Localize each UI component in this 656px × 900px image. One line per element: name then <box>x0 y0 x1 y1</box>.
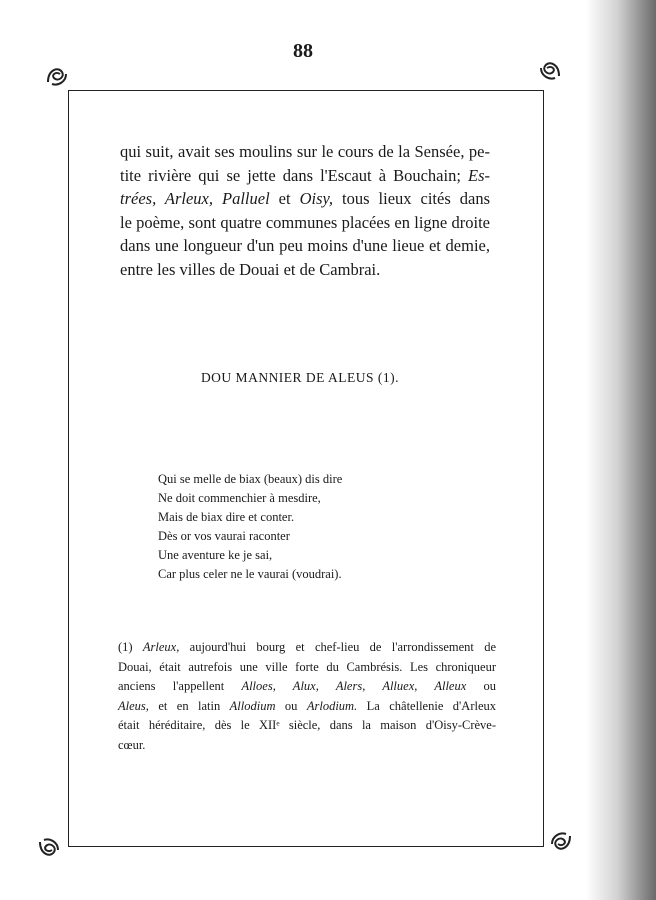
italic-run: Es- <box>468 165 490 185</box>
italic-run: Aleus, <box>118 698 149 713</box>
text-run: et en latin <box>148 698 230 713</box>
verse-line: Car plus celer ne le vaurai (voudrai). <box>158 567 342 581</box>
italic-run: Arleux, <box>142 640 180 654</box>
italic-run: Allodium <box>229 698 276 713</box>
corner-ornament-bottom-right-icon <box>548 830 574 856</box>
paragraph-line <box>120 164 490 188</box>
text-run: ou <box>275 698 307 713</box>
text-run: La châtellenie d'Arleux <box>357 698 497 713</box>
verse-line: Mais de biax dire et conter. <box>158 510 295 524</box>
verse-block <box>158 470 458 584</box>
text-run: dans une longueur d'un peu moins d'une lieue et demie, <box>120 236 490 255</box>
verse-line: Ne doit commenchier à mesdire, <box>158 491 321 505</box>
paragraph-line <box>120 234 490 258</box>
text-run: tous lieux cités dans <box>333 189 490 208</box>
footnote-line: était héréditaire, dès le XIIᵉ siècle, dans la maison d'Oisy-Crève- <box>118 718 496 732</box>
verse-line: Dès or vos vaurai raconter <box>158 529 290 543</box>
page-number: 88 <box>293 40 313 62</box>
corner-ornament-bottom-left-icon <box>36 836 62 862</box>
paragraph-line <box>120 187 490 211</box>
text-run: ou <box>466 679 496 693</box>
footnote-line <box>118 697 496 717</box>
body-paragraph <box>120 140 490 281</box>
verse-line: Qui se melle de biax (beaux) dis dire <box>158 472 343 486</box>
italic-run: trées, Arleux, Palluel <box>120 189 270 208</box>
italic-run: Alloes, Alux, Alers, Alluex, Alleux <box>241 679 467 693</box>
italic-run: Arlodium. <box>306 698 358 713</box>
paragraph-line <box>120 211 490 235</box>
footnote-line: cœur. <box>118 737 146 752</box>
footnote-line: Douai, était autrefois une ville forte du Cambrésis. Les chroniqueur <box>118 659 496 674</box>
page-edge-shadow <box>586 0 656 900</box>
text-run: entre les villes de Douai et de Cambrai. <box>120 259 381 279</box>
footnote-line <box>118 677 496 697</box>
footnote <box>118 638 496 755</box>
text-run: et <box>269 189 300 208</box>
text-run: aujourd'hui bourg et chef-lieu de l'arrondissement de <box>179 640 496 654</box>
section-title: DOU MANNIER DE ALEUS (1). <box>200 370 400 385</box>
verse-line: Une aventure ke je sai, <box>158 548 273 562</box>
paragraph-line <box>120 140 490 164</box>
text-run: anciens l'appellent <box>118 679 242 693</box>
text-run: qui suit, avait ses moulins sur le cours de la Sensée, pe- <box>120 142 490 161</box>
paragraph-line <box>120 258 490 282</box>
text-run: le poème, sont quatre communes placées en ligne droite <box>120 212 490 232</box>
text-run: (1) <box>118 640 143 654</box>
text-run: tite rivière qui se jette dans l'Escaut à Bouchain; <box>120 165 468 185</box>
corner-ornament-top-right-icon <box>537 56 563 82</box>
footnote-line <box>118 638 496 658</box>
corner-ornament-top-left-icon <box>44 62 70 88</box>
italic-run: Oisy, <box>299 189 334 208</box>
